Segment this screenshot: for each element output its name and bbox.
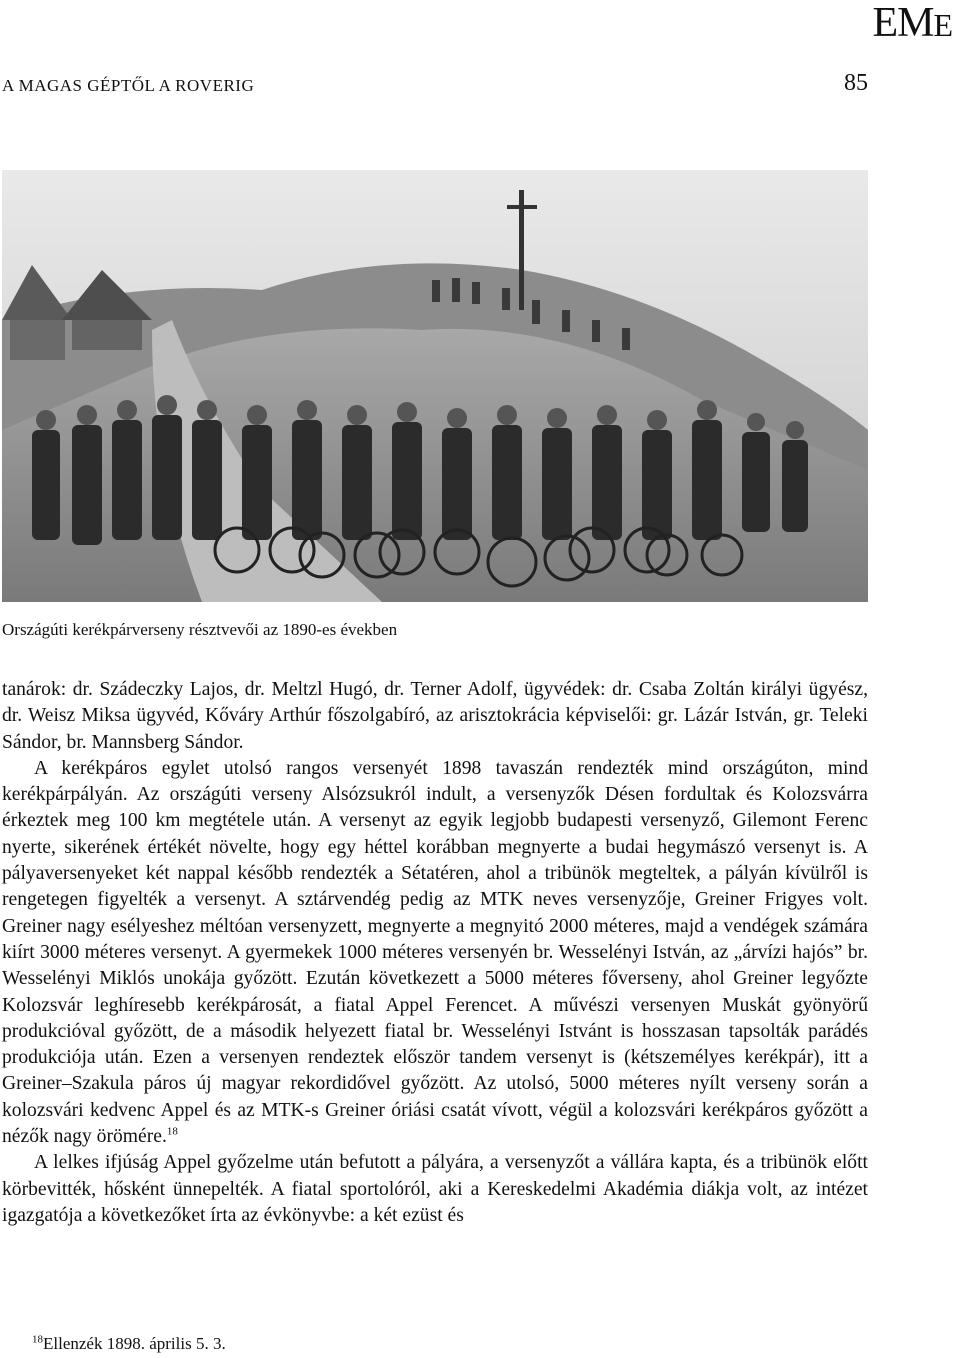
footnote-reference: 18	[166, 1125, 178, 1138]
paragraph-1: tanárok: dr. Szádeczky Lajos, dr. Meltzl Hugó, dr. Terner Adolf, ügyvédek: dr. Csaba Zoltán királyi ügyész, dr. Weisz Miksa ügyvéd, Kőváry Arthúr főszolgabíró, az arisztokrácia képviselői: gr. Lázár István, gr. Teleki Sándor, br. Mannsberg Sándor.	[2, 679, 868, 753]
photo-cyclists-icon	[2, 170, 868, 602]
footnote-number: 18	[32, 1333, 43, 1346]
archival-photo	[2, 170, 868, 602]
photo-caption: Országúti kerékpárverseny résztvevői az 1890-es években	[2, 620, 398, 639]
footnote-text: Ellenzék 1898. április 5. 3.	[43, 1334, 226, 1353]
page-number: 85	[844, 70, 868, 96]
running-title: A MAGAS GÉPTŐL A ROVERIG	[2, 76, 255, 95]
article-body	[2, 677, 868, 1229]
footnote	[32, 1334, 226, 1354]
publisher-logo: EME	[872, 0, 952, 46]
paragraph-2-text: A kerékpáros egylet utolsó rangos versenyét 1898 tavaszán rendezték mind országúton, mind kerékpárpályán. Az országúti verseny Alsózsukról indult, a versenyzők Désen fordultak és Kolozsvárra érkeztek meg 100 km megtétele után. A versenyt az egyik legjobb budapesti versenyző, Gilemont Ferenc nyerte, sikerének értékét növelte, hogy egy héttel korábban megnyerte a budai hegymászó versenyt is. A pályaversenyeket két nappal később rendezték a Sétatéren, ahol a tribünök megteltek, a pályán kívülről is rengetegen figyelték a versenyt. A sztárvendég pedig az MTK neves versenyzője, Greiner Frigyes volt. Greiner nagy esélyeshez méltóan versenyzett, megnyerte a megnyitó 2000 méteres, majd a vendégek számára kiírt 3000 méteres versenyt. A gyermekek 1000 méteres versenyén br. Wesselényi István, az „árvízi hajós” br. Wesselényi Miklós unokája győzött. Ezután következett a 5000 méteres főverseny, ahol Greiner legyőzte Kolozsvár leghíresebb kerékpárosát, a fiatal Appel Ferencet. A művészi versenyen Muskát gyönyörű produkcióval győzött, de a második helyezett fiatal br. Wesselényi Istvánt is hosszasan tapsolták parádés produkciója után. Ezen a versenyen rendeztek először tandem versenyt is (kétszemélyes kerékpár), itt a Greiner–Szakula páros új magyar rekordidővel győzött. Az utolsó, 5000 méteres nyílt verseny során a kolozsvári kedvenc Appel és az MTK-s Greiner óriási csatát vívott, végül a kolozsvári kerékpáros győzött a nézők nagy örömére.	[2, 757, 868, 1148]
paragraph-2	[2, 756, 868, 1150]
paragraph-3: A lelkes ifjúság Appel győzelme után befutott a pályára, a versenyzőt a vállára kapta, és a tribünök előtt körbevitték, hősként ünnepelték. A fiatal sportolóról, aki a Kereskedelmi Akadémia diákja volt, az intézet igazgatója a következőket írta az évkönyvbe: a két ezüst és	[2, 1152, 868, 1226]
